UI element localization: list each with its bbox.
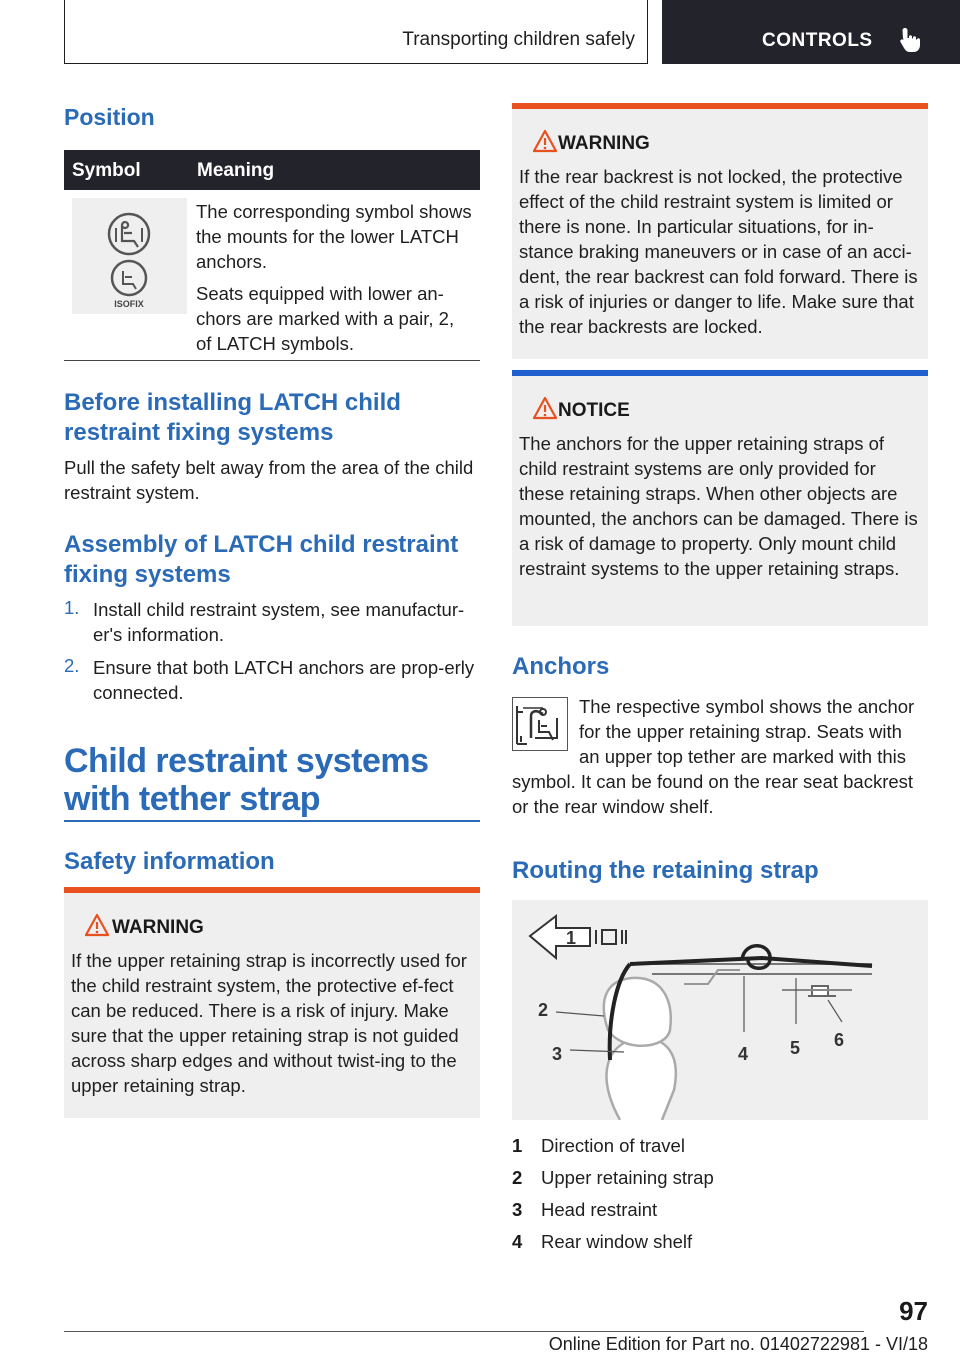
pointing-hand-icon — [898, 26, 924, 54]
legend-2-number: 2 — [512, 1167, 523, 1188]
header-section-title: Transporting children safely — [402, 29, 635, 50]
tether-heading-rule — [64, 820, 480, 822]
step-2-text: Ensure that both LATCH anchors are prop-erly connected. — [93, 657, 475, 703]
warning-bar — [512, 103, 928, 109]
legend-3-text: Head restraint — [541, 1199, 658, 1220]
warning-triangle-icon — [84, 913, 110, 937]
notice-title: NOTICE — [558, 400, 630, 421]
notice-bar — [512, 370, 928, 376]
right-warning-box — [512, 103, 928, 359]
right-warning-title: WARNING — [558, 133, 650, 154]
retaining-strap-diagram — [512, 900, 928, 1120]
anchors-text-line-2: for the upper retaining strap. Seats with — [579, 721, 902, 742]
anchors-heading: Anchors — [512, 653, 610, 680]
footer-edition: Online Edition for Part no. 01402722981 - VI/18 — [548, 1334, 928, 1354]
step-2-number: 2. — [64, 655, 80, 676]
footer-rule — [64, 1331, 864, 1332]
left-warning-text: If the upper retaining strap is incorrectly used for the child restraint system, the protective ef-fect can be reduced. There is a risk of injury. Make sure that the upper retaining strap is not guided across sharp edges and without twist-ing to the upper retaining strap. — [71, 950, 467, 1096]
table-divider — [64, 360, 480, 361]
diagram-label-5: 5 — [790, 1038, 801, 1058]
legend-1-number: 1 — [512, 1135, 523, 1156]
diagram-label-3: 3 — [552, 1044, 563, 1064]
controls-tab-label: CONTROLS — [762, 30, 873, 51]
left-warning-title: WARNING — [112, 917, 204, 938]
legend-2-text: Upper retaining strap — [541, 1167, 714, 1188]
diagram-label-1: 1 — [566, 928, 577, 948]
table-col-meaning: Meaning — [197, 160, 275, 181]
routing-heading: Routing the retaining strap — [512, 857, 819, 884]
assembly-heading: Assembly of LATCH child restraint fixing systems — [64, 531, 459, 588]
diagram-label-4: 4 — [738, 1044, 749, 1064]
tether-heading: Child restraint systems with tether strap — [64, 742, 429, 818]
anchors-text-rest: symbol. It can be found on the rear seat backrest or the rear window shelf. — [512, 771, 914, 817]
notice-triangle-icon — [532, 396, 558, 420]
routing-diagram — [512, 900, 928, 1120]
left-warning-box — [64, 887, 480, 1118]
meaning-paragraph-1: The corresponding symbol shows the mounts for the lower LATCH anchors. — [196, 201, 472, 272]
position-heading: Position — [64, 104, 155, 130]
top-tether-anchor-icon — [513, 698, 567, 750]
table-col-symbol: Symbol — [72, 160, 141, 181]
before-installing-text: Pull the safety belt away from the area of the child restraint system. — [64, 457, 474, 503]
legend-4-text: Rear window shelf — [541, 1231, 693, 1252]
notice-text: The anchors for the upper retaining straps of child restraint systems are only provided for these retaining straps. When other objects are mounted, the anchors can be damaged. There is a risk of damage to property. Only mount child restraint systems to the upper retaining straps. — [519, 433, 918, 579]
symbol-table-header — [64, 150, 480, 190]
anchor-symbol — [512, 697, 568, 751]
warning-triangle-icon — [532, 129, 558, 153]
legend-1-text: Direction of travel — [541, 1135, 685, 1156]
isofix-symbol — [72, 198, 187, 314]
diagram-label-2: 2 — [538, 1000, 549, 1020]
anchors-text-line-3: an upper top tether are marked with this — [579, 746, 907, 767]
before-installing-heading: Before installing LATCH child restraint fixing systems — [64, 389, 401, 446]
legend-4-number: 4 — [512, 1231, 523, 1252]
notice-box — [512, 370, 928, 626]
step-1-number: 1. — [64, 597, 80, 618]
legend-3-number: 3 — [512, 1199, 523, 1220]
latch-seat-icon — [72, 198, 187, 314]
page-number: 97 — [899, 1296, 928, 1326]
anchors-text-line-1: The respective symbol shows the anchor — [579, 696, 915, 717]
diagram-label-6: 6 — [834, 1030, 845, 1050]
meaning-paragraph-2: Seats equipped with lower an-chors are marked with a pair, 2, of LATCH symbols. — [196, 283, 455, 354]
header-controls-tab[interactable] — [662, 0, 960, 64]
warning-bar — [64, 887, 480, 893]
header-section-box — [64, 0, 648, 64]
right-warning-text: If the rear backrest is not locked, the protective effect of the child restraint system is limited or there is none. In particular situations, for in-stance braking maneuvers or in case of an acci-dent, the rear backrest can fold forward. There is a risk of injuries or danger to life. Make sure that the rear backrests are locked. — [519, 166, 918, 337]
isofix-label: ISOFIX — [114, 299, 144, 309]
step-1-text: Install child restraint system, see manufactur-er's information. — [93, 599, 465, 645]
safety-information-heading: Safety information — [64, 848, 275, 875]
